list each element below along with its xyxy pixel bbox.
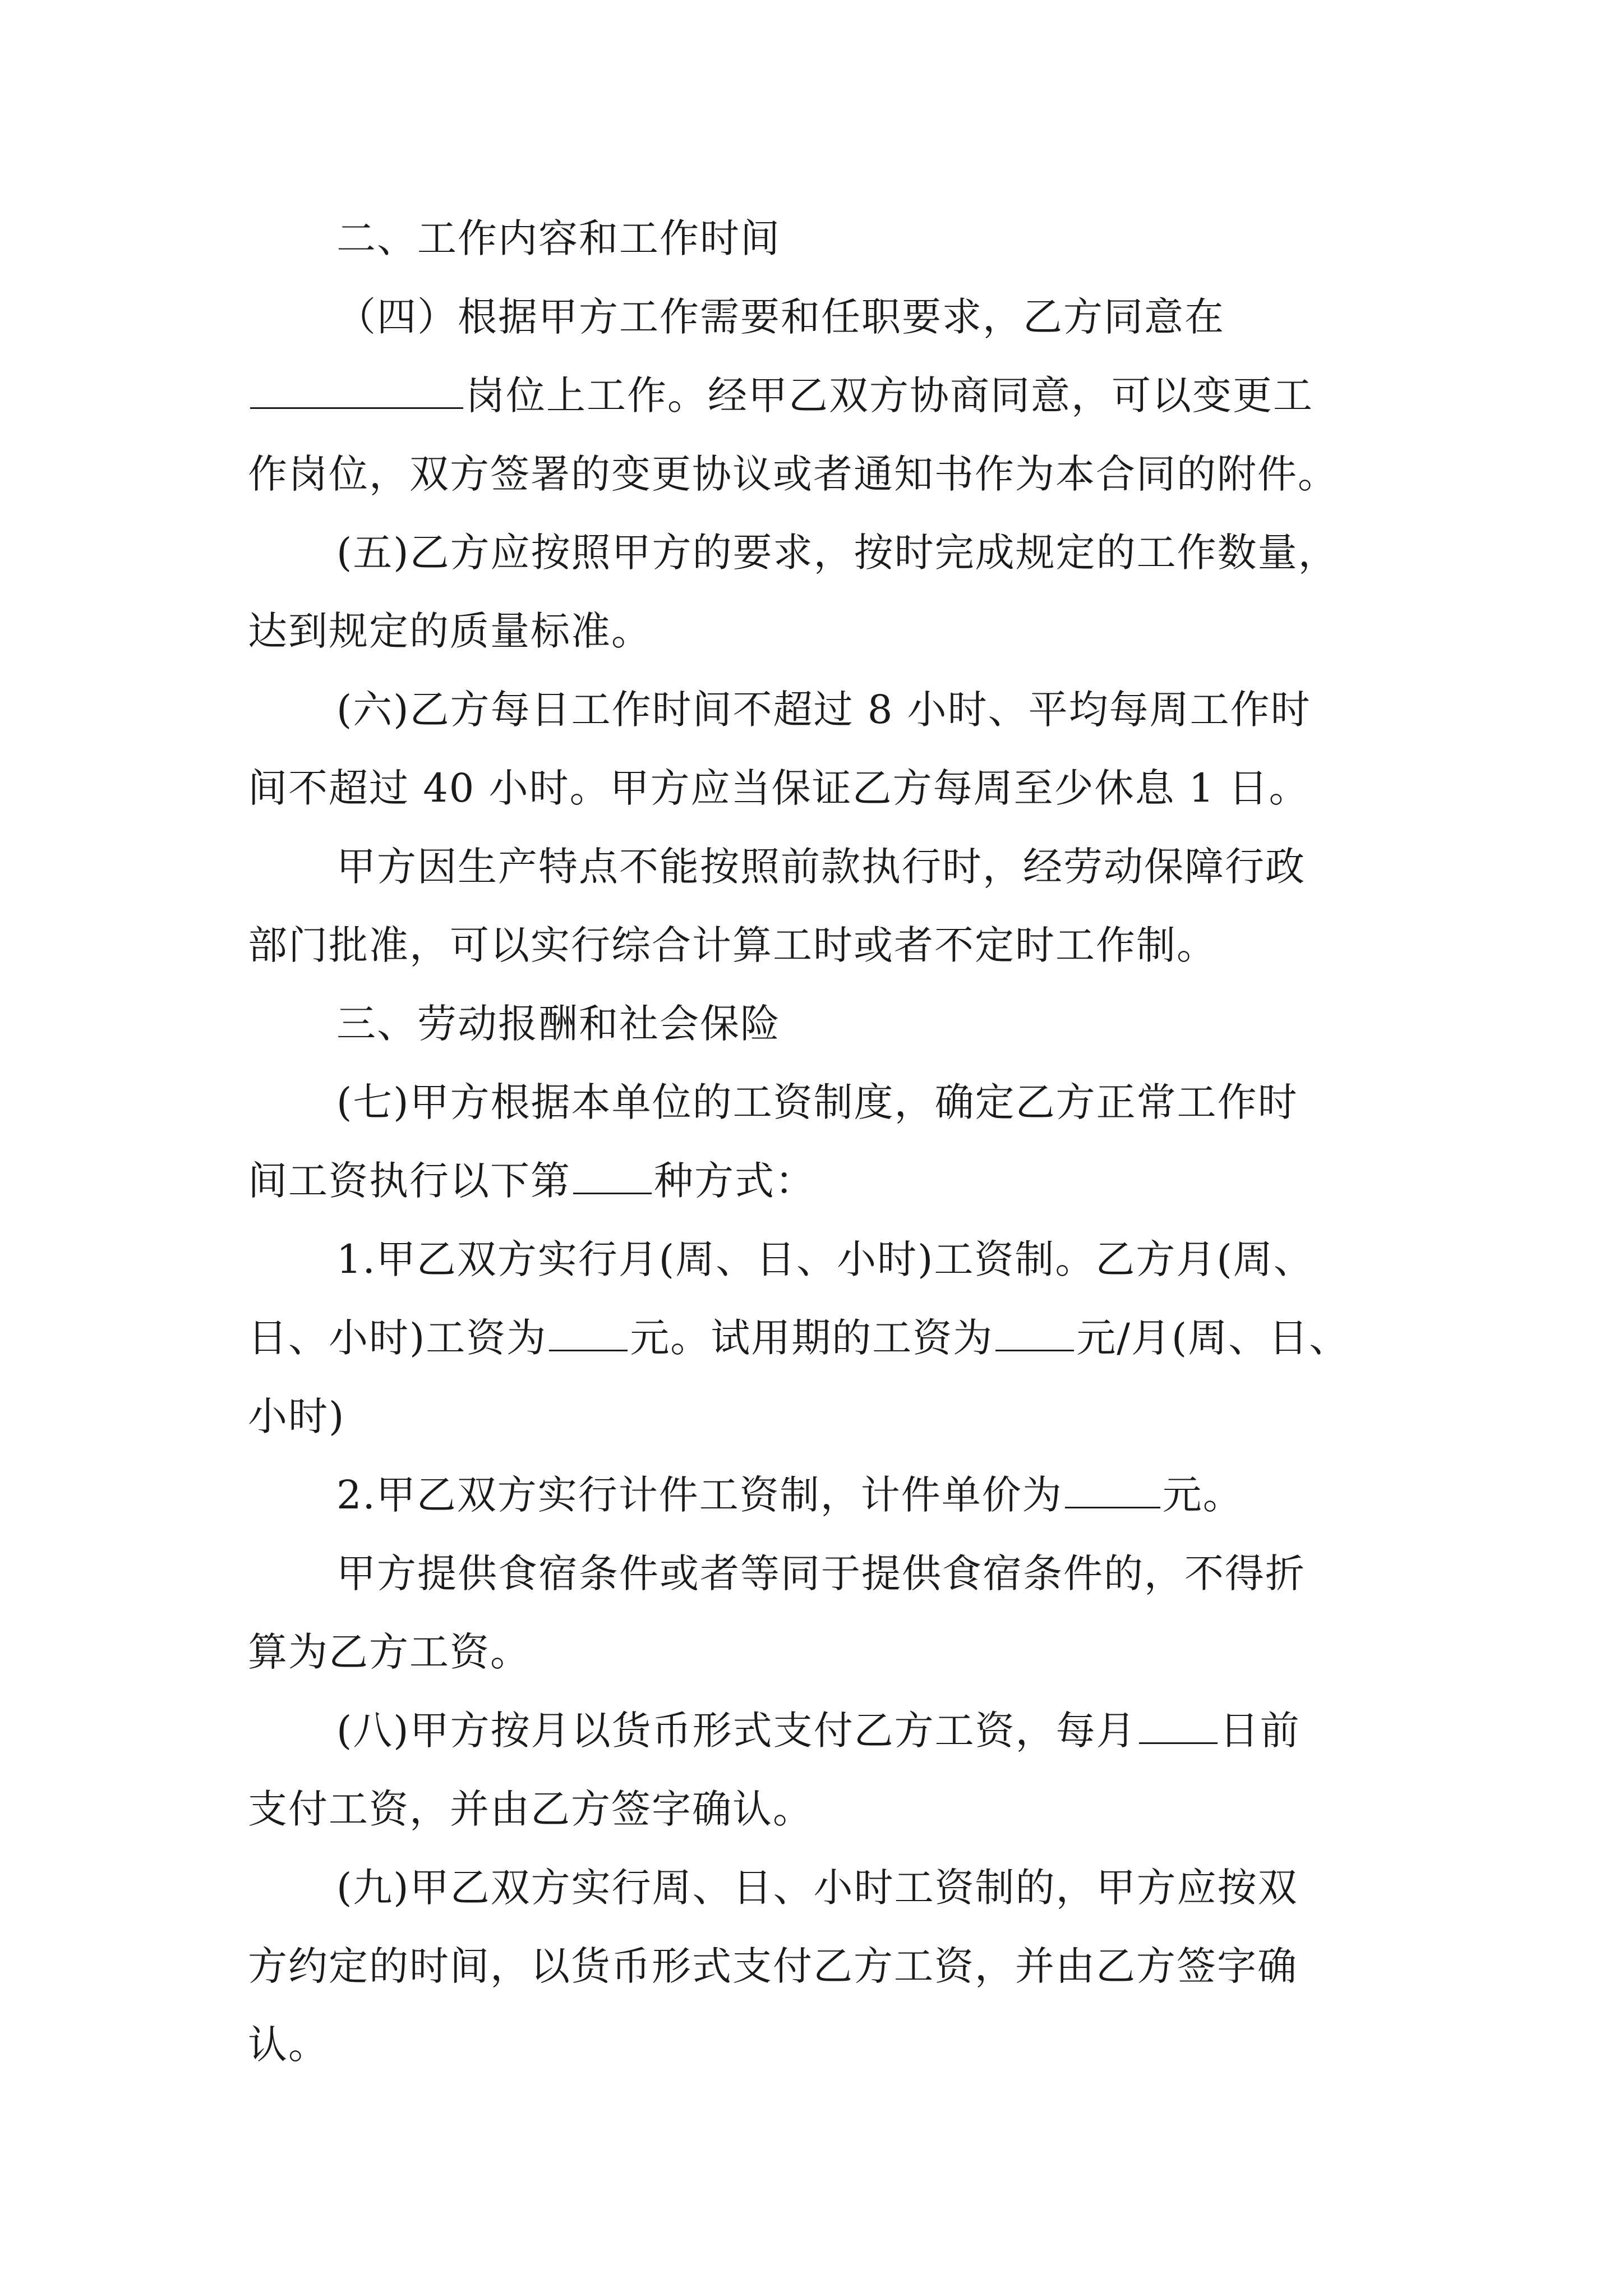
clause-4-line-2: 岗位上工作。经甲乙双方协商同意，可以变更工 xyxy=(248,367,1313,424)
clause-6b-line-1: 甲方因生产特点不能按照前款执行时，经劳动保障行政 xyxy=(336,844,1306,890)
pay-day-blank[interactable] xyxy=(1139,1706,1218,1744)
item-1-line-2: 日、小时)工资为 元。试用期的工资为 元/月(周、日、 xyxy=(248,1315,1350,1361)
wage-amount-blank[interactable] xyxy=(549,1314,628,1351)
clause-5-line-1: (五)乙方应按照甲方的要求，按时完成规定的工作数量， xyxy=(336,530,1339,576)
clause-9-line-3: 认。 xyxy=(248,2022,329,2068)
clause-9-line-1: (九)甲乙双方实行周、日、小时工资制的，甲方应按双 xyxy=(336,1865,1298,1911)
item-1-line-1: 1.甲乙双方实行月(周、日、小时)工资制。乙方月(周、 xyxy=(336,1236,1314,1282)
probation-wage-blank[interactable] xyxy=(995,1314,1074,1351)
section-heading-work-content: 二、工作内容和工作时间 xyxy=(336,215,781,261)
wage-method-blank[interactable] xyxy=(573,1157,652,1194)
clause-8-line-1: (八)甲方按月以货币形式支付乙方工资，每月 日前 xyxy=(336,1708,1301,1754)
clause-6b-line-2: 部门批准，可以实行综合计算工时或者不定时工作制。 xyxy=(248,922,1217,968)
food-lodging-line-2: 算为乙方工资。 xyxy=(248,1629,531,1675)
food-lodging-line-1: 甲方提供食宿条件或者等同于提供食宿条件的，不得折 xyxy=(336,1550,1306,1596)
clause-7-line-2: 间工资执行以下第 种方式： xyxy=(248,1158,815,1204)
section-heading-pay-insurance: 三、劳动报酬和社会保险 xyxy=(336,1001,781,1047)
clause-7-line-1: (七)甲方根据本单位的工资制度，确定乙方正常工作时 xyxy=(336,1079,1298,1125)
item-1-line-3: 小时) xyxy=(248,1393,345,1439)
clause-6-line-2: 间不超过 40 小时。甲方应当保证乙方每周至少休息 1 日。 xyxy=(248,765,1310,811)
clause-8-line-2: 支付工资，并由乙方签字确认。 xyxy=(248,1786,813,1832)
clause-9-line-2: 方约定的时间，以货币形式支付乙方工资，并由乙方签字确 xyxy=(248,1943,1298,1989)
clause-4-line-3: 作岗位，双方签署的变更协议或者通知书作为本合同的附件。 xyxy=(248,451,1338,497)
piece-rate-blank[interactable] xyxy=(1065,1471,1160,1508)
item-2-line-1: 2.甲乙双方实行计件工资制，计件单价为 元。 xyxy=(336,1472,1243,1518)
clause-5-line-2: 达到规定的质量标准。 xyxy=(248,608,652,654)
position-blank[interactable] xyxy=(250,371,463,409)
clause-4-line-1: （四）根据甲方工作需要和任职要求，乙方同意在 xyxy=(336,294,1225,340)
clause-6-line-1: (六)乙方每日工作时间不超过 8 小时、平均每周工作时 xyxy=(336,687,1311,733)
